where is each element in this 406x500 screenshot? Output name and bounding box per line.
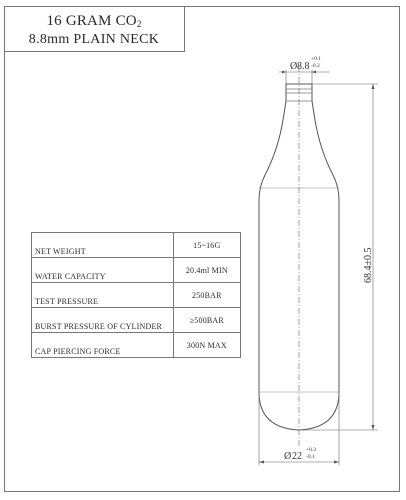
spec-label: WATER CAPACITY: [32, 258, 174, 283]
neck-dim-tol-lower: -0.2: [311, 63, 320, 69]
body-dim-symbol: Ø: [284, 451, 292, 462]
spec-value: 20.4ml MIN: [173, 258, 240, 283]
neck-dim-nominal: 8.8: [297, 61, 310, 72]
spec-value: ≥500BAR: [173, 308, 240, 333]
spec-value: 15~16G: [173, 233, 240, 258]
body-dim-arrow: [334, 461, 339, 464]
title-line-2: 8.8mm PLAIN NECK: [28, 32, 160, 47]
neck-dim-symbol: Ø: [290, 61, 298, 72]
body-dim-tol-upper: +0.3: [306, 447, 316, 453]
spec-label: BURST PRESSURE OF CYLINDER: [32, 308, 174, 333]
spec-value: 300N MAX: [173, 333, 240, 358]
title-main-text: 16 GRAM CO: [46, 13, 137, 29]
neck-dim-tol-upper: +0.1: [311, 56, 321, 62]
length-dim-text: 68.4±0.5: [363, 247, 374, 283]
neck-dim-arrow: [312, 71, 316, 74]
neck-dim-arrow: [282, 71, 286, 74]
spec-label: NET WEIGHT: [32, 233, 174, 258]
body-dim-arrow: [259, 461, 264, 464]
body-dim-tol-lower: -0.1: [306, 454, 315, 460]
spec-value: 250BAR: [173, 283, 240, 308]
length-dim-arrow: [372, 425, 375, 430]
spec-label: TEST PRESSURE: [32, 283, 174, 308]
title-subscript: 2: [136, 19, 142, 29]
body-dim-nominal: 22: [292, 451, 302, 462]
spec-label: CAP PIERCING FORCE: [32, 333, 174, 358]
length-dim-arrow: [372, 84, 375, 89]
